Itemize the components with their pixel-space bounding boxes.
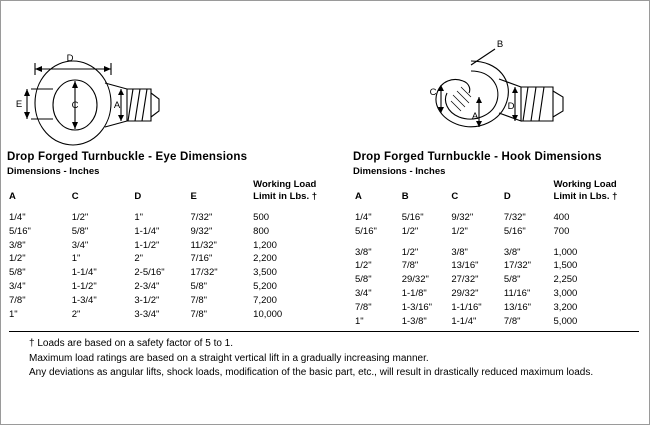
cell-b: 1-3/16" <box>401 302 433 313</box>
cell-d: 1" <box>134 211 144 223</box>
table-row <box>7 266 337 280</box>
table-row <box>7 225 337 239</box>
cell-a: 3/4" <box>355 288 372 300</box>
cell-c: 3/4" <box>71 239 89 251</box>
table-row <box>353 287 645 301</box>
eye-table-title: Drop Forged Turnbuckle - Eye Dimensions <box>7 151 248 163</box>
hook-diagram <box>436 49 563 127</box>
cell-c: 9/32" <box>451 211 474 223</box>
hook-dimensions-table <box>353 178 645 329</box>
cell-working-load: 700 <box>553 225 570 237</box>
eye-header-a: A <box>9 190 16 202</box>
cell-working-load: 7,200 <box>253 295 277 306</box>
table-row <box>7 294 337 308</box>
cell-c: 2" <box>71 308 81 320</box>
cell-d: 5/8" <box>503 274 521 286</box>
cell-e: 11/32" <box>190 239 217 251</box>
cell-working-load: 5,200 <box>253 281 277 293</box>
cell-e: 9/32" <box>190 225 213 237</box>
hook-table-title: Drop Forged Turnbuckle - Hook Dimensions <box>353 151 602 163</box>
cell-c: 1-1/2" <box>71 281 97 293</box>
eye-header-c: C <box>71 190 79 202</box>
cell-e: 7/16" <box>190 253 213 265</box>
cell-a: 5/16" <box>355 225 377 237</box>
cell-c: 29/32" <box>451 288 479 300</box>
cell-b: 7/8" <box>401 260 419 272</box>
cell-d: 11/16" <box>503 288 531 300</box>
cell-working-load: 1,000 <box>553 246 578 258</box>
table-row <box>7 252 337 266</box>
cell-d: 7/8" <box>503 315 521 327</box>
cell-a: 3/8" <box>9 239 26 251</box>
cell-a: 1" <box>9 308 18 320</box>
notes-divider <box>9 331 639 332</box>
cell-working-load: 3,200 <box>553 302 578 313</box>
cell-a: 1" <box>355 315 364 327</box>
note-line: † Loads are based on a safety factor of 5 to 1. <box>29 338 234 349</box>
hook-header-a: A <box>355 190 362 202</box>
cell-a: 1/2" <box>9 253 26 265</box>
cell-c: 1-1/4" <box>71 267 97 279</box>
cell-b: 5/16" <box>401 211 424 223</box>
hook-header-c: C <box>451 190 459 202</box>
cell-a: 5/8" <box>9 267 26 279</box>
table-row <box>7 239 337 253</box>
cell-a: 3/8" <box>355 246 372 258</box>
cell-working-load: 500 <box>253 211 270 223</box>
eye-header-working-load <box>251 178 337 204</box>
cell-a: 7/8" <box>355 302 372 313</box>
cell-working-load: 3,000 <box>553 288 578 300</box>
cell-c: 1/2" <box>451 225 468 237</box>
cell-d: 5/16" <box>503 225 526 237</box>
hook-header-wl-line2: Limit in Lbs. † <box>553 190 618 202</box>
cell-d: 3/8" <box>503 246 521 258</box>
cell-working-load: 10,000 <box>253 308 283 320</box>
cell-d: 7/32" <box>503 211 526 223</box>
hook-label-c: C <box>429 87 437 98</box>
cell-c: 13/16" <box>451 260 479 272</box>
note-line: Maximum load ratings are based on a straight vertical lift in a gradually increasing manner. <box>29 352 429 364</box>
table-row <box>353 273 645 287</box>
eye-label-e: E <box>15 99 23 110</box>
eye-label-d: D <box>66 53 74 64</box>
turnbuckle-diagrams-svg <box>1 1 649 146</box>
spacer-row <box>353 204 645 211</box>
table-row <box>7 280 337 294</box>
table-row <box>7 211 337 225</box>
cell-working-load: 1,200 <box>253 239 277 251</box>
cell-working-load: 400 <box>553 211 570 223</box>
eye-header-wl-line1: Working Load <box>253 179 317 190</box>
cell-c: 1/2" <box>71 211 89 223</box>
cell-b: 1/2" <box>401 246 419 258</box>
spacer-row <box>7 204 337 211</box>
table-row <box>353 259 645 273</box>
cell-d: 17/32" <box>503 260 532 272</box>
cell-e: 5/8" <box>190 281 208 293</box>
note-line: Any deviations as angular lifts, shock loads, modification of the basic part, etc., will result in drastically reduced maximum loads. <box>29 367 594 378</box>
table-row <box>353 211 645 225</box>
cell-working-load: 800 <box>253 225 270 237</box>
hook-header-working-load <box>552 178 645 204</box>
cell-d: 1-1/4" <box>134 225 160 237</box>
table-row <box>353 301 645 315</box>
table-row <box>353 225 645 239</box>
eye-dimensions-table <box>7 178 337 322</box>
hook-table-subtitle: Dimensions - Inches <box>353 166 446 177</box>
cell-a: 5/16" <box>9 225 31 237</box>
eye-label-a: A <box>113 100 121 111</box>
cell-c: 1-1/16" <box>451 302 482 313</box>
cell-a: 7/8" <box>9 295 26 306</box>
hook-label-d: D <box>507 101 515 112</box>
table-header-row <box>353 178 645 204</box>
eye-label-c: C <box>71 100 79 111</box>
cell-a: 1/2" <box>355 260 372 272</box>
hook-header-b: B <box>401 190 409 202</box>
cell-e: 17/32" <box>190 267 218 279</box>
cell-d: 1-1/2" <box>134 239 160 251</box>
cell-a: 1/4" <box>9 211 26 223</box>
cell-c: 27/32" <box>451 274 479 286</box>
cell-a: 3/4" <box>9 281 26 293</box>
eye-header-wl-line2: Limit in Lbs. † <box>253 190 318 202</box>
hook-label-a: A <box>471 111 479 122</box>
hook-label-b: B <box>496 39 504 50</box>
cell-d: 2-5/16" <box>134 267 165 279</box>
cell-d: 3-3/4" <box>134 308 160 320</box>
cell-c: 1-3/4" <box>71 295 97 306</box>
cell-b: 29/32" <box>401 274 429 286</box>
eye-diagram <box>24 61 159 145</box>
table-header-row <box>7 178 337 204</box>
eye-table-subtitle: Dimensions - Inches <box>7 166 100 177</box>
cell-b: 1-1/8" <box>401 288 427 300</box>
hook-dimensions-block <box>353 151 645 329</box>
eye-header-d: D <box>134 190 142 202</box>
cell-e: 7/8" <box>190 295 208 306</box>
spacer-row <box>353 239 645 246</box>
cell-a: 5/8" <box>355 274 372 286</box>
cell-b: 1/2" <box>401 225 419 237</box>
cell-working-load: 1,500 <box>553 260 578 272</box>
cell-e: 7/8" <box>190 308 208 320</box>
cell-working-load: 5,000 <box>553 315 578 327</box>
eye-dimensions-block <box>7 151 337 322</box>
cell-c: 1" <box>71 253 81 265</box>
cell-d: 2" <box>134 253 144 265</box>
cell-d: 13/16" <box>503 302 532 313</box>
cell-b: 1-3/8" <box>401 315 427 327</box>
table-row <box>353 315 645 329</box>
cell-working-load: 3,500 <box>253 267 277 279</box>
cell-e: 7/32" <box>190 211 213 223</box>
diagram-area <box>1 1 649 146</box>
table-row <box>353 246 645 260</box>
hook-header-d: D <box>503 190 511 202</box>
cell-working-load: 2,250 <box>553 274 578 286</box>
notes-block <box>29 337 629 381</box>
cell-c: 3/8" <box>451 246 468 258</box>
hook-header-wl-line1: Working Load <box>553 179 617 190</box>
cell-d: 2-3/4" <box>134 281 160 293</box>
cell-c: 1-1/4" <box>451 315 477 327</box>
table-row <box>7 308 337 322</box>
cell-a: 1/4" <box>355 211 372 223</box>
eye-header-e: E <box>190 190 197 202</box>
cell-working-load: 2,200 <box>253 253 277 265</box>
cell-d: 3-1/2" <box>134 295 160 306</box>
cell-c: 5/8" <box>71 225 89 237</box>
